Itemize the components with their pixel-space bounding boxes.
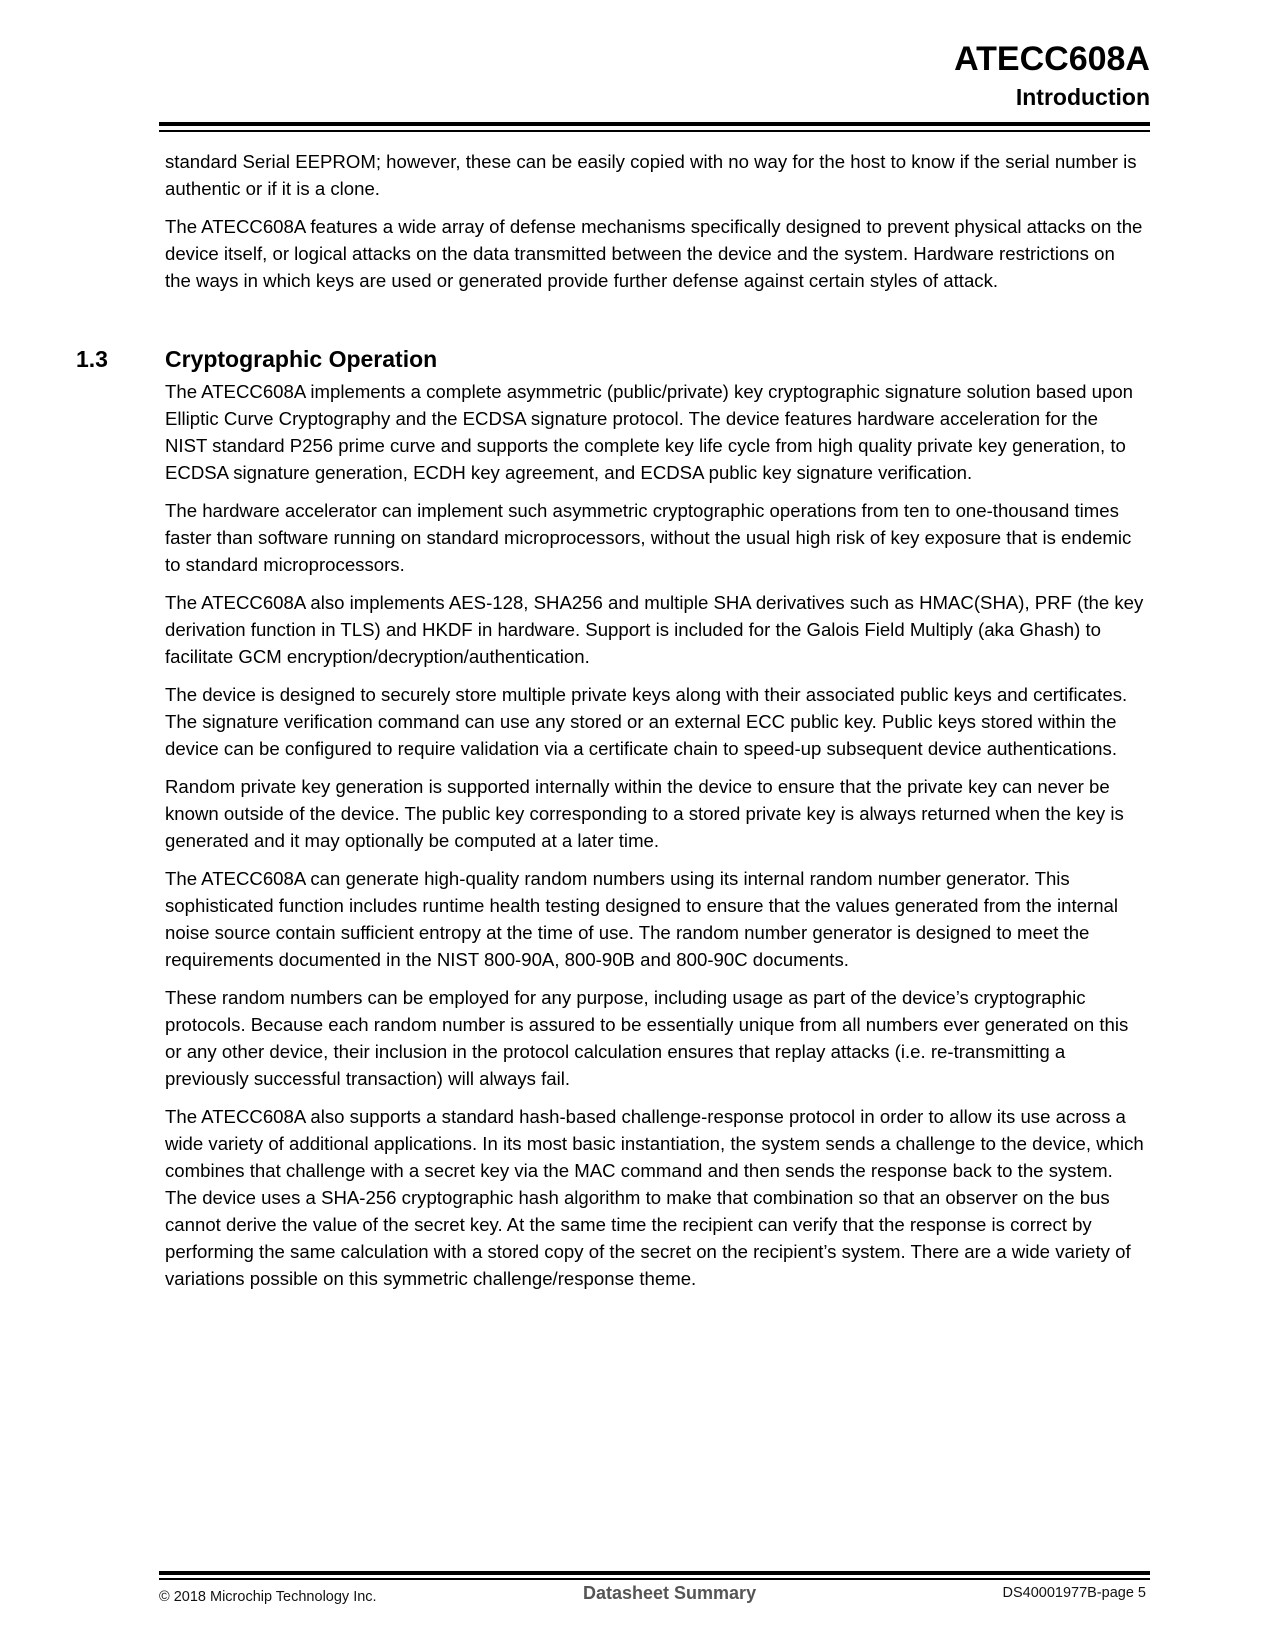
body-paragraph: The ATECC608A can generate high-quality random numbers using its internal random number generator. This sophisticated function includes runtime health testing designed to ensure that the values generated from the internal noise source contain sufficient entropy at the time of use. The random number generator is designed to meet the requirements documented in the NIST 800-90A, 800-90B and 800-90C documents. <box>165 868 1119 970</box>
page-content <box>76 148 1145 1303</box>
header-rule-thin <box>159 130 1150 132</box>
body-paragraph: The ATECC608A also supports a standard hash-based challenge-response protocol in order to allow its use across a wide variety of additional applications. In its most basic instantiation, the system sends a challenge to the device, which combines that challenge with a secret key via the MAC command and then sends the response back to the system. The device uses a SHA-256 cryptographic hash algorithm to make that combination so that an observer on the bus cannot derive the value of the secret key. At the same time the recipient can verify that the response is correct by performing the same calculation with a stored copy of the secret on the recipient’s system. There are a wide variety of variations possible on this symmetric challenge/response theme. <box>165 1106 1144 1289</box>
footer-page-number: DS40001977B-page 5 <box>1002 1585 1146 1601</box>
body-paragraph: The hardware accelerator can implement such asymmetric cryptographic operations from ten to one-thousand times faster than software running on standard microprocessors, without the usual high risk of key exposure that is endemic to standard microprocessors. <box>165 500 1132 575</box>
footer-copyright: © 2018 Microchip Technology Inc. <box>159 1589 377 1605</box>
footer-rule-thick <box>159 1571 1150 1575</box>
body-paragraph: The device is designed to securely store multiple private keys along with their associated public keys and certificates. The signature verification command can use any stored or an external ECC public key. Public keys stored within the device can be configured to require validation via a certificate chain to speed-up subsequent device authentications. <box>165 684 1128 759</box>
body-paragraph: The ATECC608A implements a complete asymmetric (public/private) key cryptographic signature solution based upon Elliptic Curve Cryptography and the ECDSA signature protocol. The device features hardware acceleration for the NIST standard P256 prime curve and supports the complete key life cycle from high quality private key generation, to ECDSA signature generation, ECDH key agreement, and ECDSA public key signature verification. <box>165 381 1134 483</box>
body-paragraph: standard Serial EEPROM; however, these can be easily copied with no way for the host to know if the serial number is authentic or if it is a clone. <box>165 151 1137 199</box>
footer-document-type: Datasheet Summary <box>583 1583 757 1603</box>
section-heading <box>76 344 1145 374</box>
body-paragraph: The ATECC608A also implements AES-128, SHA256 and multiple SHA derivatives such as HMAC(SHA), PRF (the key derivation function in TLS) and HKDF in hardware. Support is included for the Galois Field Multiply (aka Ghash) to facilitate GCM encryption/decryption/authentication. <box>165 592 1144 667</box>
header-rule-thick <box>159 122 1150 126</box>
section-number: 1.3 <box>76 346 108 372</box>
body-paragraph: The ATECC608A features a wide array of defense mechanisms specifically designed to prevent physical attacks on the device itself, or logical attacks on the data transmitted between the device and the system. Hardware restrictions on the ways in which keys are used or generated provide further defense against certain styles of attack. <box>165 216 1143 291</box>
body-paragraph: Random private key generation is supported internally within the device to ensure that the private key can never be known outside of the device. The public key corresponding to a stored private key is always returned when the key is generated and it may optionally be computed at a later time. <box>165 776 1124 851</box>
body-paragraph: These random numbers can be employed for any purpose, including usage as part of the device’s cryptographic protocols. Because each random number is assured to be essentially unique from all numbers ever generated on this or any other device, their inclusion in the protocol calculation ensures that replay attacks (i.e. re-transmitting a previously successful transaction) will always fail. <box>165 987 1129 1089</box>
document-title: ATECC608A <box>954 40 1150 78</box>
chapter-title: Introduction <box>1015 84 1150 110</box>
section-title: Cryptographic Operation <box>165 346 438 372</box>
footer-rule-thin <box>159 1578 1150 1580</box>
